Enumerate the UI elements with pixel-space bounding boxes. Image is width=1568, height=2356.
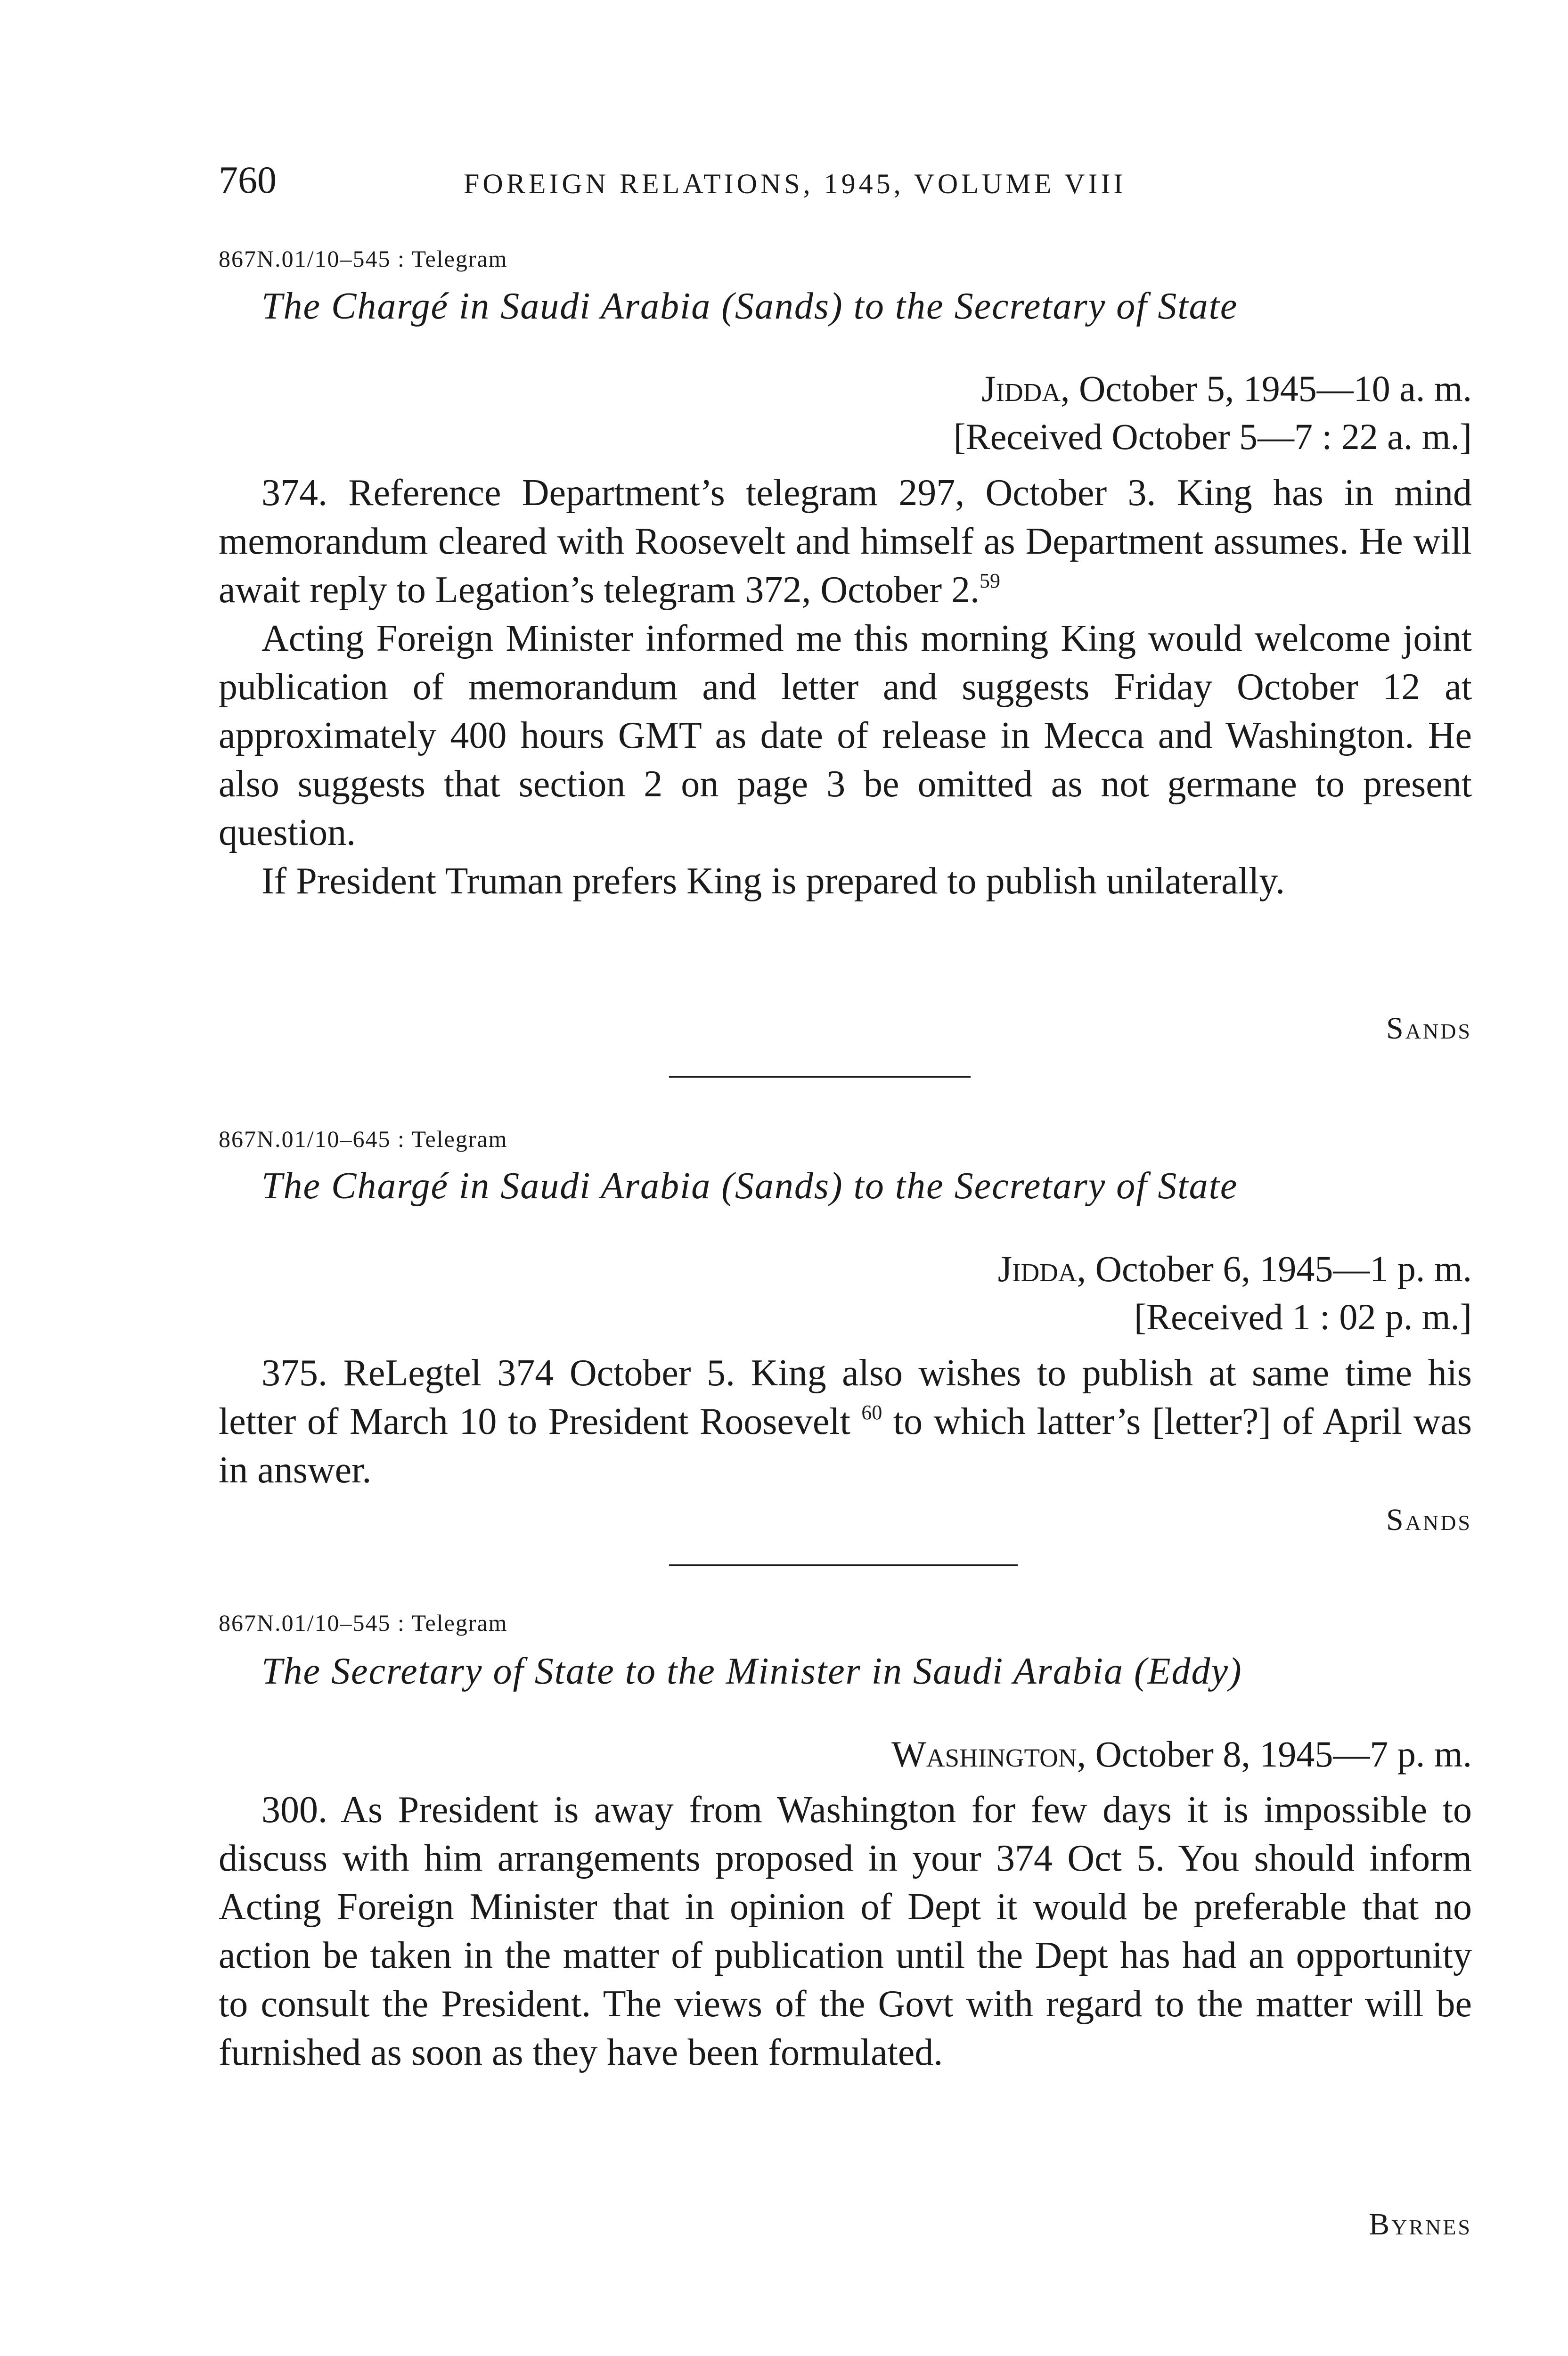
document-2-paragraph-1: 375. ReLegtel 374 October 5. King also wishes to publish at same time his letter of March 10 to President Roosevelt $^{60}$ to which latter’s [letter?] of April was in answer. [219,1352,1472,1491]
document-2-file-ref: 867N.01/10–645 : Telegram [219,1126,508,1152]
document-2-body [219,1349,1472,1495]
document-1-place: Jidda, [981,368,1070,409]
document-3-title: The Secretary of State to the Minister in Saudi Arabia (Eddy) [261,1651,1242,1692]
document-1-title: The Chargé in Saudi Arabia (Sands) to the Secretary of State [261,286,1238,327]
document-1-signature: Sands [1386,1011,1472,1046]
document-3-signature: Byrnes [1369,2207,1472,2241]
document-2-place: Jidda, [997,1248,1086,1289]
document-1-body [219,469,1472,906]
document-1-paragraph-3: If President Truman prefers King is prepared to publish unilaterally. [261,860,1285,902]
document-1-file-ref: 867N.01/10–545 : Telegram [219,245,508,272]
document-3-place: Washington, [891,1734,1086,1775]
document-3-dateline [891,1733,1472,1775]
footnote-ref-60: 60 [861,1401,882,1424]
page-header [219,156,1472,204]
running-title: FOREIGN RELATIONS, 1945, VOLUME VIII [464,168,1127,199]
document-1-date: October 5, 1945—10 a. m. [1070,368,1472,409]
page-number: 760 [219,158,277,201]
document-2-signature: Sands [1386,1503,1472,1537]
document-2-received: [Received 1 : 02 p. m.] [1134,1296,1472,1337]
document-3-date: October 8, 1945—7 p. m. [1086,1734,1472,1775]
document-3-file-ref: 867N.01/10–545 : Telegram [219,1610,508,1636]
footnote-ref-59: 59 [980,569,1001,593]
separator-rule [669,1564,1018,1566]
document-1-paragraph-1: 374. Reference Department’s telegram 297, October 3. King has in mind memorandum cleared with Roosevelt and himself as Department assumes. He will await reply to Legation’s telegram 372, October 2.59 [219,472,1472,611]
document-2-title: The Chargé in Saudi Arabia (Sands) to the Secretary of State [261,1165,1238,1207]
document-2-dateline [998,1248,1472,1290]
document-3-body [219,1786,1472,2077]
document-1-dateline [981,368,1472,410]
separator-rule [669,1076,971,1078]
document-1-received: [Received October 5—7 : 22 a. m.] [953,416,1472,457]
document-3-paragraph-1: 300. As President is away from Washington for few days it is impossible to discuss with him arrangements proposed in your 374 Oct 5. You should inform Acting Foreign Minister that in opinion of Dept it would be preferable that no action be taken in the matter of publication until the Dept has had an opportunity to consult the President. The views of the Govt with regard to the matter will be furnished as soon as they have been formulated. [219,1789,1472,2073]
document-2-date: October 6, 1945—1 p. m. [1086,1248,1472,1289]
document-1-paragraph-2: Acting Foreign Minister informed me this morning King would welcome joint publication of memorandum and letter and suggests Friday October 12 at approximately 400 hours GMT as date of release in Mecca and Washington. He also suggests that section 2 on page 3 be omitted as not germane to present question. [219,618,1472,853]
